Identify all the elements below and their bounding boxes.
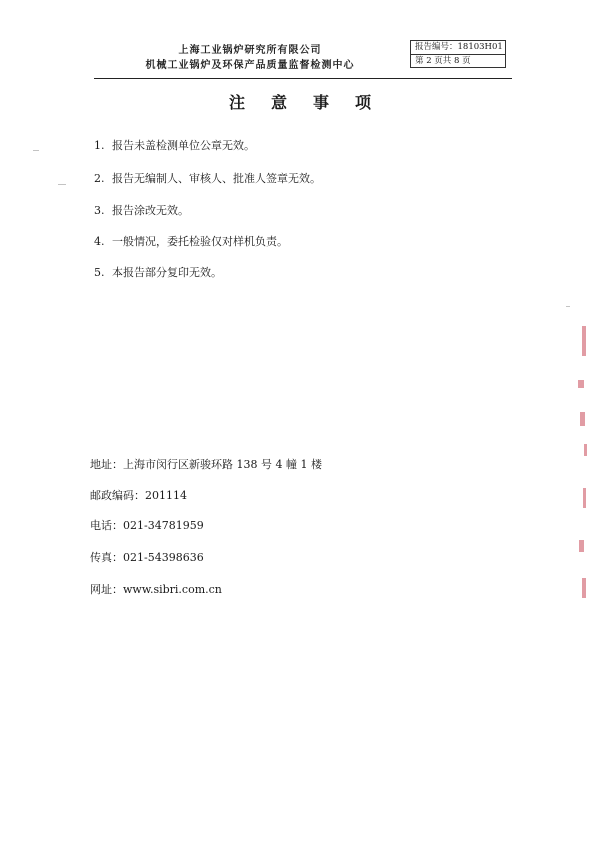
- report-reference-box: [410, 40, 506, 68]
- notice-item: [94, 202, 189, 218]
- notice-text: 报告涂改无效。: [112, 204, 189, 217]
- phone: 电话：021-34781959: [90, 519, 204, 532]
- org-name-line-1: 上海工业锅炉研究所有限公司: [178, 45, 322, 56]
- website: 网址：www.sibri.com.cn: [90, 583, 222, 596]
- notice-text: 本报告部分复印无效。: [112, 266, 222, 279]
- fax: 传真：021-54398636: [90, 551, 204, 564]
- page-title: 注意事项: [228, 93, 397, 112]
- notice-number: 3.: [94, 204, 105, 217]
- postcode: 邮政编码：201114: [90, 489, 187, 502]
- notice-number: 1.: [94, 139, 105, 152]
- header-rule: [94, 78, 512, 79]
- notice-number: 5.: [94, 266, 105, 279]
- address: 地址：上海市闵行区新骏环路 138 号 4 幢 1 楼: [90, 458, 322, 471]
- report-number: 报告编号：18103H01: [415, 42, 503, 52]
- notice-text: 报告无编制人、审核人、批准人签章无效。: [112, 172, 321, 185]
- page-info: 第 2 页共 8 页: [411, 54, 505, 67]
- notice-item: [94, 264, 222, 280]
- notice-item: [94, 170, 321, 186]
- notice-item: [94, 137, 255, 153]
- org-name-line-2: 机械工业锅炉及环保产品质量监督检测中心: [145, 60, 355, 71]
- notice-text: 一般情况，委托检验仅对样机负责。: [112, 235, 288, 248]
- notice-item: [94, 233, 288, 249]
- notice-number: 4.: [94, 235, 105, 248]
- notice-number: 2.: [94, 172, 105, 185]
- notice-text: 报告未盖检测单位公章无效。: [112, 139, 255, 152]
